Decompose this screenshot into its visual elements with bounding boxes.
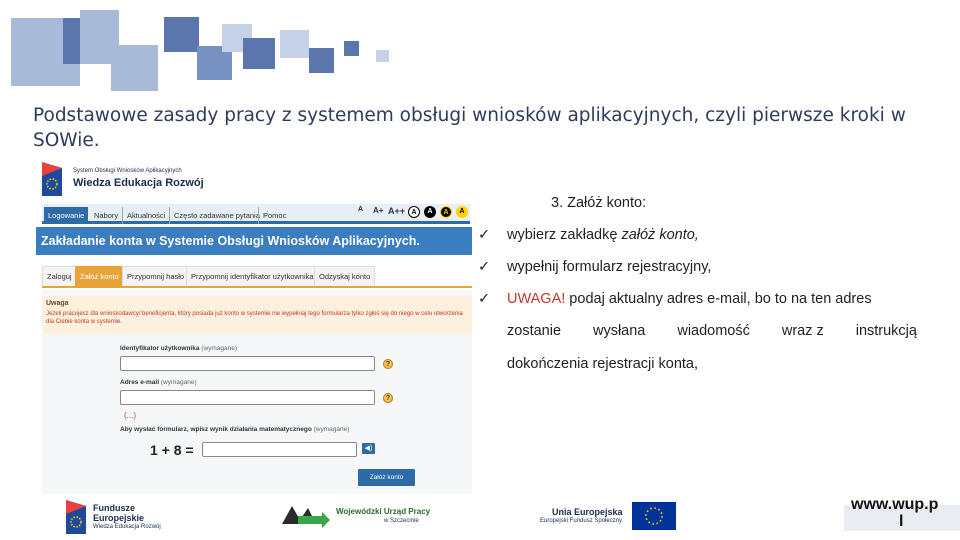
username-required: (wymagane) (201, 345, 238, 352)
instruction-3-warning: UWAGA! (507, 291, 566, 307)
eu-flag-icon (632, 502, 676, 530)
website-url-tail[interactable]: l (899, 513, 904, 530)
account-tabs (42, 266, 472, 288)
nav-tab-pomoc[interactable]: Pomoc (258, 207, 290, 224)
instruction-word: zostanie (507, 323, 562, 339)
warning-text: Jeżeli pracujesz dla wnioskodawcy/ beneficjenta, który posiada już konto w systemie nie wypełniaj tego formularza tylko zgłoś się do niego w celu utworzenia dla Ciebie konta w systemie. (46, 311, 463, 325)
contrast-yellow-black-button[interactable]: A (456, 206, 468, 218)
captcha-required: (wymagane) (313, 426, 350, 433)
page-banner: Zakładanie konta w Systemie Obsługi Wniosków Aplikacyjnych. (36, 227, 472, 255)
username-label (120, 345, 237, 352)
main-nav (42, 204, 470, 224)
instruction-1-prefix: wybierz zakładkę (507, 227, 622, 243)
instruction-word: instrukcją (855, 323, 917, 339)
username-help-icon[interactable]: ? (383, 359, 393, 369)
logo-program-name: Wiedza Edukacja Rozwój (73, 177, 204, 189)
font-size-large-button[interactable]: A++ (388, 206, 406, 216)
decor-square (309, 48, 334, 73)
nav-tab-logowanie[interactable]: Logowanie (44, 207, 88, 224)
nav-tab-nabory[interactable]: Nabory (94, 211, 119, 220)
logo-system-name: System Obsługi Wniosków Aplikacyjnych (73, 168, 182, 174)
audio-captcha-icon[interactable]: ◀) (362, 443, 375, 454)
contrast-default-button[interactable]: A (408, 206, 420, 218)
ue-logo-line2: Europejski Fundusz Społeczny (540, 518, 623, 524)
email-label-text: Adres e-mail (120, 379, 160, 386)
email-help-icon[interactable]: ? (383, 393, 393, 403)
instruction-word: wysłana (592, 323, 646, 339)
fe-logo-line3: Wiedza Edukacja Rozwój (93, 524, 161, 530)
email-input[interactable] (120, 390, 375, 405)
instruction-3-line-3: dokończenia rejestracji konta, (507, 356, 699, 372)
decor-square (63, 18, 80, 64)
nav-tab-faq[interactable]: Często zadawane pytania (169, 207, 264, 224)
contrast-yellow-button[interactable]: A (440, 206, 452, 218)
instruction-3-text: podaj aktualny adres e-mail, bo to na ten adres (565, 291, 872, 307)
omitted-fields-marker: (...) (124, 411, 136, 420)
decor-square (243, 38, 275, 69)
instruction-2: wypełnij formularz rejestracyjny, (507, 259, 712, 275)
tab-zaloguj[interactable]: Zaloguj (42, 266, 77, 286)
instruction-word: wraz z (781, 323, 824, 339)
instruction-1 (507, 227, 699, 243)
instruction-3 (507, 291, 872, 307)
fe-logo-line2: Europejskie (93, 513, 145, 523)
wup-logo-line1: Wojewódzki Urząd Pracy (336, 507, 431, 516)
captcha-label-text: Aby wysłać formularz, wpisz wynik działania matematycznego (120, 426, 312, 433)
decor-square (376, 50, 389, 62)
captcha-equation: 1 + 8 = (150, 442, 194, 458)
wup-logo-icon (280, 502, 330, 528)
wup-logo-line2: w Szczecinie (384, 518, 419, 524)
warning-box (42, 296, 472, 334)
checkmark-icon: ✓ (478, 227, 491, 243)
decor-square (111, 45, 158, 91)
registration-screenshot (36, 156, 472, 494)
nav-tab-aktualnosci[interactable]: Aktualności (122, 207, 169, 224)
fe-logo-line1: Fundusze (93, 503, 135, 513)
create-account-button[interactable]: Załóż konto (358, 469, 415, 486)
tab-przypomnij-identyfikator[interactable]: Przypomnij identyfikator użytkownika (186, 266, 319, 286)
email-label (120, 379, 197, 386)
step-title: 3. Załóż konto: (551, 195, 647, 211)
font-size-medium-button[interactable]: A+ (373, 206, 384, 215)
instruction-word: wiadomość (677, 323, 750, 339)
username-label-text: Identyfikator użytkownika (120, 345, 200, 352)
ue-logo-line1: Unia Europejska (552, 507, 623, 517)
tab-zaloz-konto[interactable]: Załóż konto (75, 266, 124, 286)
tab-odzyskaj-konto[interactable]: Odzyskaj konto (314, 266, 375, 286)
website-url[interactable]: www.wup.p (851, 496, 939, 513)
font-size-small-button[interactable]: A (358, 206, 364, 213)
fundusze-europejskie-logo-icon (66, 500, 86, 534)
tab-przypomnij-haslo[interactable]: Przypomnij hasło (122, 266, 189, 286)
slide-title: Podstawowe zasady pracy z systemem obsługi wniosków aplikacyjnych, czyli pierwsze kroki w SOWie. (33, 105, 906, 151)
checkmark-icon: ✓ (478, 291, 491, 307)
checkmark-icon: ✓ (478, 259, 491, 275)
captcha-label (120, 426, 349, 433)
eu-funds-flag-icon (42, 162, 62, 196)
decor-square (280, 30, 309, 58)
captcha-input[interactable] (202, 442, 357, 457)
warning-title: Uwaga (46, 300, 69, 307)
decor-square (164, 17, 199, 52)
instruction-1-emphasis: załóż konto, (621, 227, 699, 243)
email-required: (wymagane) (160, 379, 197, 386)
instruction-3-line-2 (507, 323, 917, 339)
decor-square (344, 41, 359, 56)
contrast-black-button[interactable]: A (424, 206, 436, 218)
username-input[interactable] (120, 356, 375, 371)
